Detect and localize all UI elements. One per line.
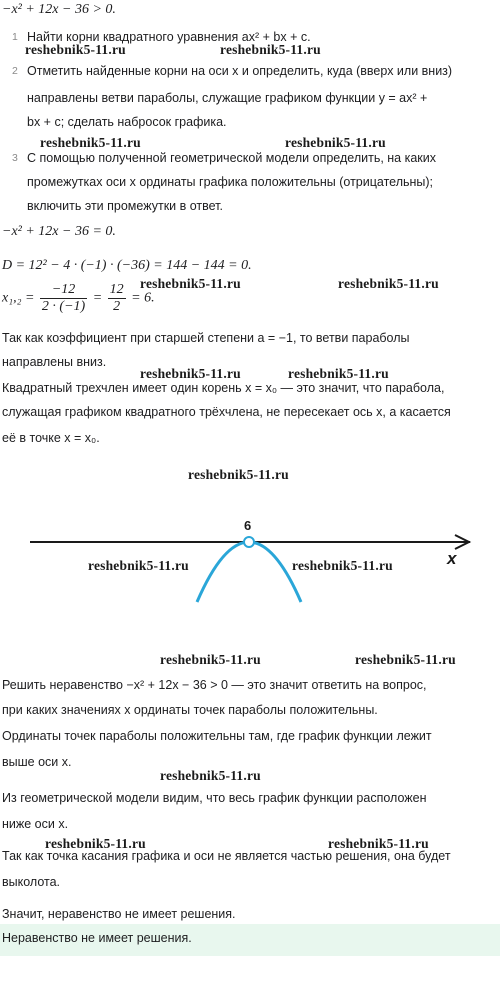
watermark: reshebnik5-11.ru bbox=[355, 652, 456, 667]
watermark: reshebnik5-11.ru bbox=[188, 467, 289, 482]
step-number-3: 3 bbox=[12, 152, 18, 164]
paragraph-6-line-1: Так как точка касания графика и оси не является частью решения, она будет bbox=[2, 849, 451, 863]
conclusion-text: Значит, неравенство не имеет решения. bbox=[2, 907, 236, 921]
paragraph-2-line-3: её в точке x = x₀. bbox=[2, 431, 100, 445]
step-2-line-1: Отметить найденные корни на оси x и определить, куда (вверх или вниз) bbox=[27, 64, 453, 78]
step-2-line-2: направлены ветви параболы, служащие графиком функции y = ax² + bbox=[27, 91, 428, 105]
roots-formula bbox=[2, 282, 498, 315]
paragraph-3-line-2: при каких значениях x ординаты точек параболы положительны. bbox=[2, 703, 378, 717]
paragraph-1-line-1: Так как коэффициент при старшей степени a = −1, то ветви параболы bbox=[2, 331, 410, 345]
fraction-1-denominator: 2 · (−1) bbox=[41, 299, 86, 314]
paragraph-4-line-1: Ординаты точек параболы положительны там, где график функции лежит bbox=[2, 729, 432, 743]
answer-text: Неравенство не имеет решения. bbox=[2, 931, 192, 945]
watermark: reshebnik5-11.ru bbox=[25, 42, 126, 57]
watermark: reshebnik5-11.ru bbox=[88, 558, 189, 573]
roots-result: = 6. bbox=[131, 290, 155, 306]
watermark: reshebnik5-11.ru bbox=[140, 276, 241, 291]
watermark: reshebnik5-11.ru bbox=[160, 652, 261, 667]
watermark: reshebnik5-11.ru bbox=[45, 836, 146, 851]
fraction-1 bbox=[40, 282, 87, 315]
paragraph-6-line-2: выколота. bbox=[2, 875, 61, 889]
parabola-graph bbox=[0, 500, 500, 630]
answer-box bbox=[0, 924, 500, 956]
step-number-1: 1 bbox=[12, 31, 18, 43]
roots-equals: = bbox=[92, 290, 103, 306]
paragraph-2-line-2: служащая графиком квадратного трёхчлена, не пересекает ось x, а касается bbox=[2, 405, 451, 419]
fraction-2-denominator: 2 bbox=[113, 299, 121, 314]
paragraph-3-line-1: Решить неравенство −x² + 12x − 36 > 0 — это значит ответить на вопрос, bbox=[2, 678, 427, 692]
fraction-2 bbox=[108, 282, 126, 315]
fraction-2-numerator: 12 bbox=[109, 282, 124, 297]
step-number-2: 2 bbox=[12, 65, 18, 77]
step-2-line-3: bx + c; сделать набросок графика. bbox=[27, 115, 227, 129]
roots-lhs: x₁,₂ = bbox=[2, 290, 35, 306]
watermark: reshebnik5-11.ru bbox=[292, 558, 393, 573]
paragraph-5-line-1: Из геометрической модели видим, что весь график функции расположен bbox=[2, 791, 427, 805]
axis-label-x: x bbox=[447, 549, 457, 568]
root-label: 6 bbox=[244, 518, 252, 533]
step-3-line-2: промежутках оси x ординаты графика положительны (отрицательны); bbox=[27, 175, 434, 189]
watermark: reshebnik5-11.ru bbox=[40, 135, 141, 150]
paragraph-5-line-2: ниже оси x. bbox=[2, 817, 69, 831]
watermark: reshebnik5-11.ru bbox=[338, 276, 439, 291]
paragraph-2-line-1: Квадратный трехчлен имеет один корень x = x₀ — это значит, что парабола, bbox=[2, 381, 445, 395]
paragraph-1-line-2: направлены вниз. bbox=[2, 355, 107, 369]
watermark: reshebnik5-11.ru bbox=[160, 768, 261, 783]
discriminant: D = 12² − 4 · (−1) · (−36) = 144 − 144 = 0. bbox=[2, 258, 252, 273]
watermark: reshebnik5-11.ru bbox=[220, 42, 321, 57]
step-3-line-3: включить эти промежутки в ответ. bbox=[27, 199, 223, 213]
root-point bbox=[244, 537, 254, 547]
top-expression: −x² + 12x − 36 > 0. bbox=[2, 2, 116, 17]
watermark: reshebnik5-11.ru bbox=[140, 366, 241, 381]
watermark: reshebnik5-11.ru bbox=[328, 836, 429, 851]
watermark: reshebnik5-11.ru bbox=[285, 135, 386, 150]
watermark: reshebnik5-11.ru bbox=[288, 366, 389, 381]
fraction-1-numerator: −12 bbox=[40, 282, 87, 299]
paragraph-4-line-2: выше оси x. bbox=[2, 755, 72, 769]
equation: −x² + 12x − 36 = 0. bbox=[2, 224, 116, 239]
step-1-text: Найти корни квадратного уравнения ax² + bx + c. bbox=[27, 30, 311, 44]
step-3-line-1: С помощью полученной геометрической модели определить, на каких bbox=[27, 151, 437, 165]
parabola-curve bbox=[197, 542, 301, 602]
